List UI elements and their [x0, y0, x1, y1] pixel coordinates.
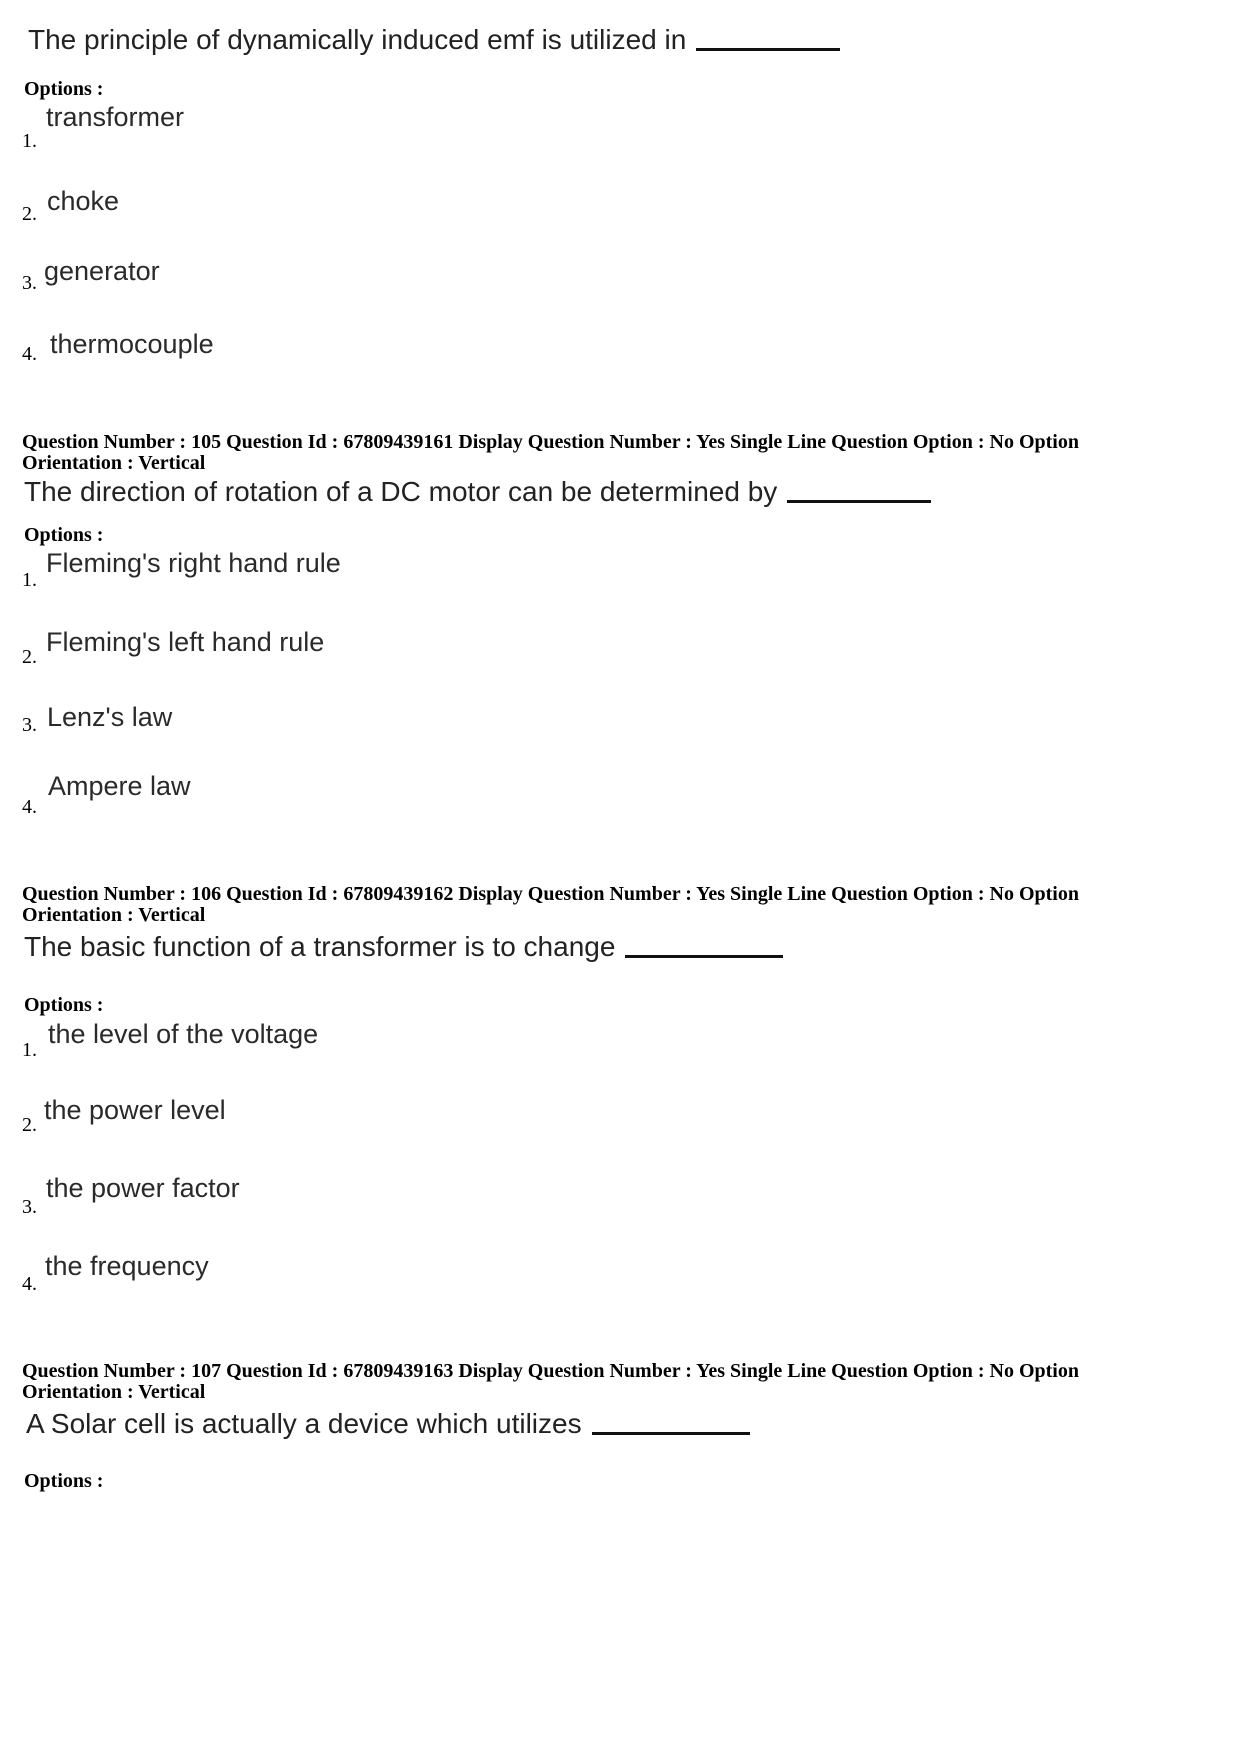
option-104-1: transformer [46, 102, 185, 132]
option-number: 3. [22, 1196, 37, 1218]
option-number: 4. [22, 343, 37, 365]
option-106-3: the power factor [46, 1173, 240, 1203]
question-meta-line: Orientation : Vertical [22, 452, 206, 474]
question-text-105 [24, 476, 931, 508]
question-meta-line: Question Number : 105 Question Id : 67809439161 Display Question Number : Yes Single Line Question Option : No Option [22, 431, 1079, 453]
question-text-label: The principle of dynamically induced emf is utilized in [28, 24, 687, 55]
option-105-2: Fleming's left hand rule [46, 627, 325, 657]
question-meta-line: Orientation : Vertical [22, 1381, 206, 1403]
question-meta-105 [22, 432, 1079, 474]
answer-blank [787, 500, 931, 503]
option-number: 1. [22, 130, 37, 152]
option-number: 3. [22, 714, 37, 736]
question-meta-line: Question Number : 107 Question Id : 67809439163 Display Question Number : Yes Single Line Question Option : No Option [22, 1360, 1079, 1382]
option-104-3: generator [44, 256, 160, 286]
options-label-107: Options : [24, 1470, 104, 1492]
option-number: 3. [22, 272, 37, 294]
question-text-label: The basic function of a transformer is to change [24, 931, 616, 962]
question-text-107 [26, 1408, 750, 1440]
option-number: 4. [22, 796, 37, 818]
answer-blank [625, 955, 783, 958]
option-105-3: Lenz's law [47, 702, 173, 732]
option-number: 2. [22, 1114, 37, 1136]
options-label-104: Options : [24, 78, 104, 100]
question-meta-line: Orientation : Vertical [22, 904, 206, 926]
option-number: 1. [22, 569, 37, 591]
question-text-104 [28, 24, 840, 56]
question-text-label: The direction of rotation of a DC motor can be determined by [24, 476, 778, 507]
option-105-1: Fleming's right hand rule [46, 548, 341, 578]
question-meta-106 [22, 884, 1079, 926]
option-106-2: the power level [44, 1095, 226, 1125]
option-number: 2. [22, 646, 37, 668]
option-106-4: the frequency [45, 1251, 209, 1281]
option-number: 1. [22, 1039, 37, 1061]
option-106-1: the level of the voltage [48, 1019, 319, 1049]
answer-blank [696, 48, 840, 51]
options-label-106: Options : [24, 994, 104, 1016]
option-104-2: choke [47, 186, 120, 216]
option-105-4: Ampere law [48, 771, 191, 801]
question-meta-107 [22, 1361, 1079, 1403]
question-meta-line: Question Number : 106 Question Id : 67809439162 Display Question Number : Yes Single Line Question Option : No Option [22, 883, 1079, 905]
answer-blank [592, 1432, 750, 1435]
option-number: 4. [22, 1273, 37, 1295]
option-104-4: thermocouple [50, 329, 214, 359]
question-text-106 [24, 931, 783, 963]
option-number: 2. [22, 203, 37, 225]
question-text-label: A Solar cell is actually a device which utilizes [26, 1408, 582, 1439]
options-label-105: Options : [24, 524, 104, 546]
